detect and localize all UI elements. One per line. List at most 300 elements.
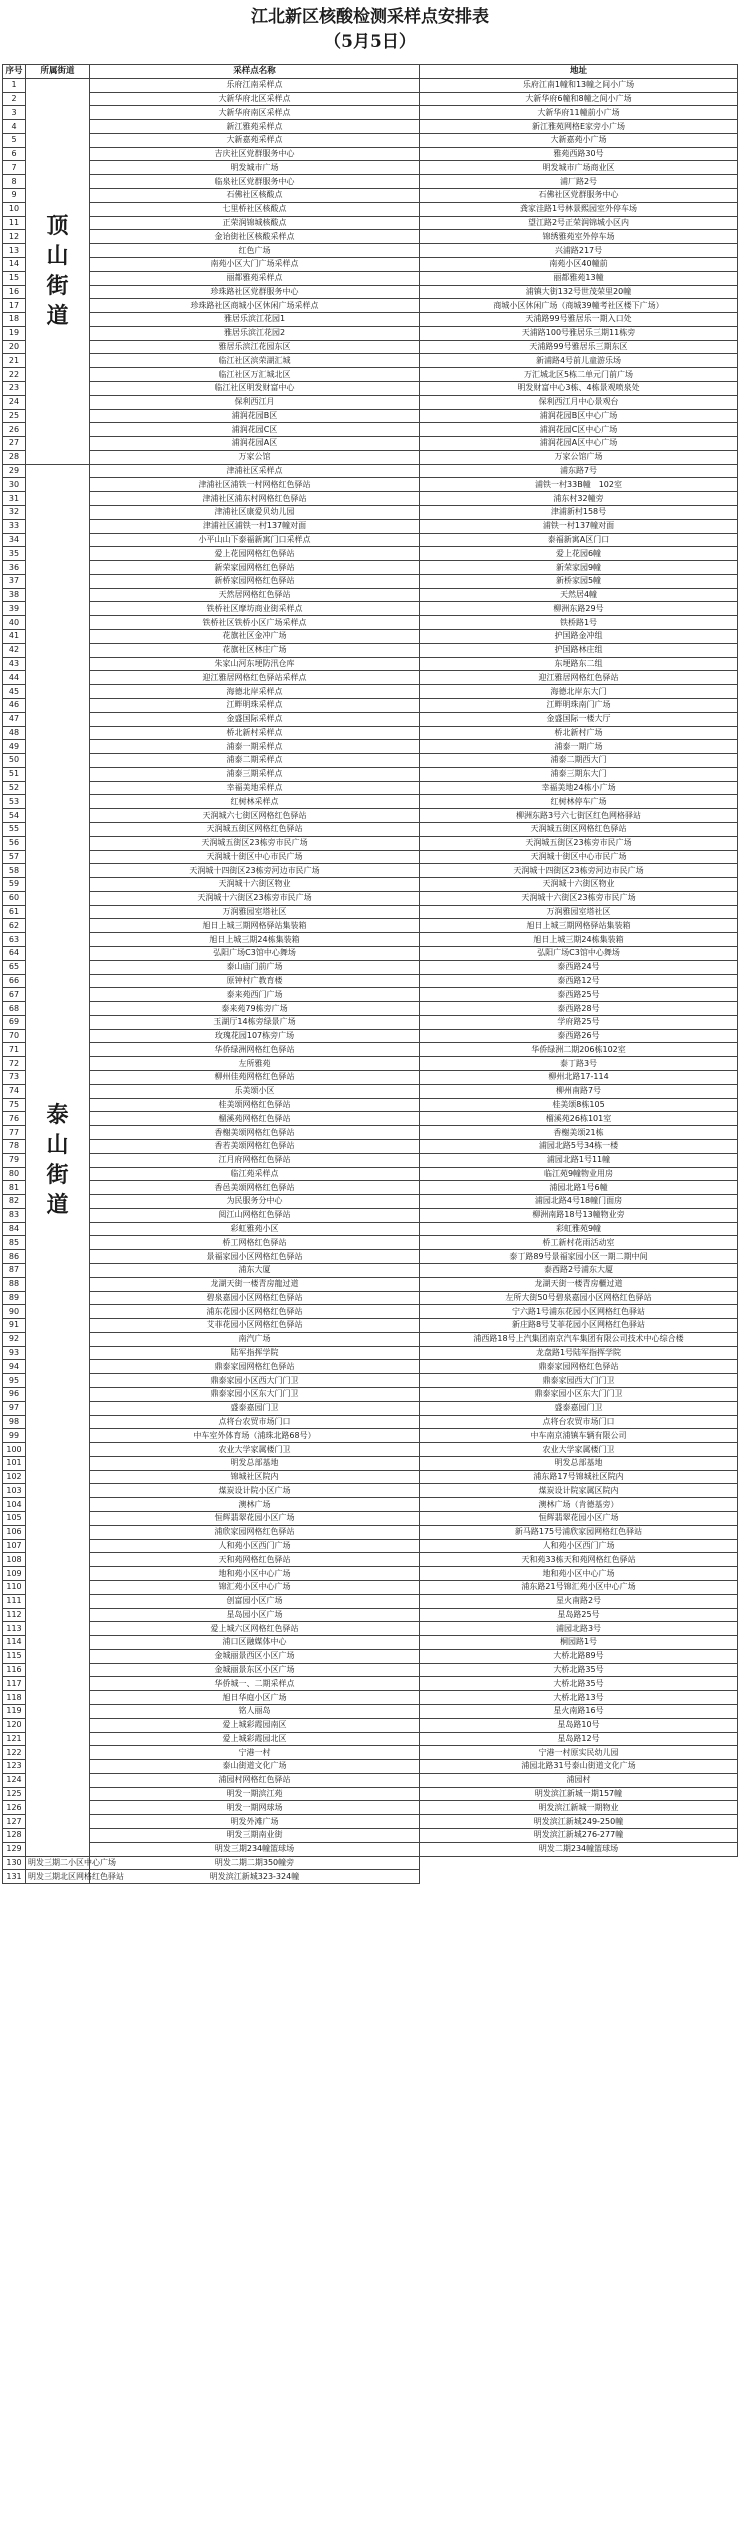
header-address: 地址: [420, 65, 738, 79]
site-name: 中车室外体育场（浦珠北路68号）: [90, 1429, 420, 1443]
table-row: [3, 1732, 738, 1746]
row-number: 56: [3, 836, 26, 850]
table-row: [3, 244, 738, 258]
row-number: 128: [3, 1829, 26, 1843]
street-name-char: 山: [46, 243, 69, 270]
row-number: 67: [3, 988, 26, 1002]
site-address: 浦园村: [420, 1773, 738, 1787]
site-name: 鼎泰家园小区东大门门卫: [90, 1388, 420, 1402]
site-address: 浦泰二期西大门: [420, 754, 738, 768]
row-number: 130: [3, 1856, 26, 1870]
table-row: [3, 1415, 738, 1429]
site-address: 爱上花园6幢: [420, 547, 738, 561]
site-address: 新荣家园9幢: [420, 561, 738, 575]
table-row: [3, 1553, 738, 1567]
row-number: 9: [3, 189, 26, 203]
site-address: 星岛路25号: [420, 1608, 738, 1622]
site-address: 明发总部基地: [420, 1456, 738, 1470]
site-name: 浦东大厦: [90, 1263, 420, 1277]
site-name: 柳州佳苑网格红色驿站: [90, 1071, 420, 1085]
site-name: 七里桥社区核酸点: [90, 202, 420, 216]
row-number: 12: [3, 230, 26, 244]
site-address: 恒辉翡翠花园小区广场: [420, 1512, 738, 1526]
row-number: 97: [3, 1401, 26, 1415]
table-row: [3, 175, 738, 189]
site-name: 浦园村网格红色驿站: [90, 1773, 420, 1787]
site-address: 望江路2号正荣润锦城小区内: [420, 216, 738, 230]
site-name: 津浦社区浦铁一村网格红色驿站: [90, 478, 420, 492]
row-number: 69: [3, 1015, 26, 1029]
street-name-char: 山: [46, 1132, 69, 1159]
table-row: [3, 1043, 738, 1057]
site-address: 海德北岸东大门: [420, 685, 738, 699]
site-name: 泰山街道文化广场: [90, 1760, 420, 1774]
site-name: 景福家园小区网格红色驿站: [90, 1250, 420, 1264]
table-row: [3, 533, 738, 547]
header-name: 采样点名称: [90, 65, 420, 79]
table-row: [3, 1704, 738, 1718]
row-number: 13: [3, 244, 26, 258]
table-row: [3, 1401, 738, 1415]
site-address: 泰西路25号: [420, 988, 738, 1002]
site-name: 新荣家园网格红色驿站: [90, 561, 420, 575]
site-name: 阅江山网格红色驿站: [90, 1208, 420, 1222]
site-address: 浦园北路31号泰山街道文化广场: [420, 1760, 738, 1774]
row-number: 111: [3, 1594, 26, 1608]
site-address: 地和苑小区中心广场: [420, 1567, 738, 1581]
table-row: [3, 1167, 738, 1181]
row-number: 107: [3, 1539, 26, 1553]
site-name: 浦东花园小区网格红色驿站: [90, 1305, 420, 1319]
site-address: 津浦新村158号: [420, 506, 738, 520]
table-row: [3, 1773, 738, 1787]
site-address: 农业大学家属楼门卫: [420, 1443, 738, 1457]
site-address: 泰西路26号: [420, 1029, 738, 1043]
site-address: 明发财富中心3栋、4栋景观喷泉处: [420, 381, 738, 395]
site-name: 明发三期234幢篮球场: [90, 1842, 420, 1856]
site-name: 盛泰嘉园门卫: [90, 1401, 420, 1415]
site-address: 浦园北路4号18幢门面房: [420, 1195, 738, 1209]
site-name: 万家公馆: [90, 450, 420, 464]
site-name: 天润城十六街区23栋旁市民广场: [90, 891, 420, 905]
row-number: 14: [3, 257, 26, 271]
site-name: 左所雅苑: [90, 1057, 420, 1071]
site-address: 幸福美地24栋小广场: [420, 781, 738, 795]
site-name: 泰山庙门前广场: [90, 960, 420, 974]
site-address: 浦泰一期广场: [420, 740, 738, 754]
table-row: [3, 437, 738, 451]
row-number: 61: [3, 905, 26, 919]
row-number: 79: [3, 1153, 26, 1167]
site-address: 浦厂路2号: [420, 175, 738, 189]
row-number: 44: [3, 671, 26, 685]
site-address: 泰西路24号: [420, 960, 738, 974]
site-address: 星火南路2号: [420, 1594, 738, 1608]
site-address: 万汇城北区5栋二单元门前广场: [420, 368, 738, 382]
row-number: 78: [3, 1139, 26, 1153]
row-number: 6: [3, 147, 26, 161]
site-name: 临江社区明发财富中心: [90, 381, 420, 395]
row-number: 70: [3, 1029, 26, 1043]
site-name: 恒辉翡翠花园小区广场: [90, 1512, 420, 1526]
site-address: 万润雅园室塔社区: [420, 905, 738, 919]
row-number: 29: [3, 464, 26, 478]
table-row: [3, 78, 738, 92]
site-name: 明发外滩广场: [90, 1815, 420, 1829]
site-address: 桐园路1号: [420, 1636, 738, 1650]
row-number: 75: [3, 1098, 26, 1112]
site-address: 星岛路12号: [420, 1732, 738, 1746]
table-row: [3, 947, 738, 961]
row-number: 48: [3, 726, 26, 740]
site-name: 华侨城一、二期采样点: [90, 1677, 420, 1691]
site-address: 明发二期二期350幢旁: [90, 1856, 420, 1870]
site-name: 临江社区万汇城北区: [90, 368, 420, 382]
site-name: 香邑美颂网格红色驿站: [90, 1181, 420, 1195]
site-address: 护国路金冲组: [420, 630, 738, 644]
table-row: [3, 919, 738, 933]
site-name: 旭日上城三期24栋集装箱: [90, 933, 420, 947]
table-row: [3, 850, 738, 864]
table-row: [3, 1456, 738, 1470]
site-name: 珍珠路社区商城小区休闲广场采样点: [90, 299, 420, 313]
header-street: 所属街道: [26, 65, 90, 79]
site-address: 大桥北路13号: [420, 1691, 738, 1705]
site-address: 乐府江南1幢和13幢之间小广场: [420, 78, 738, 92]
site-address: 护国路林庄组: [420, 643, 738, 657]
table-row: [3, 368, 738, 382]
site-name: 浦口区融媒体中心: [90, 1636, 420, 1650]
site-name: 天润城十四街区23栋旁河边市民广场: [90, 864, 420, 878]
table-row: [3, 1388, 738, 1402]
site-address: 点将台农贸市场门口: [420, 1415, 738, 1429]
site-address: 龚家洼路1号林景熙园室外停车场: [420, 202, 738, 216]
table-row: [3, 1594, 738, 1608]
site-name: 海德北岸采样点: [90, 685, 420, 699]
table-row: [3, 905, 738, 919]
row-number: 64: [3, 947, 26, 961]
site-address: 泰西路12号: [420, 974, 738, 988]
site-name: 南汽广场: [90, 1332, 420, 1346]
table-row: [3, 161, 738, 175]
table-row: [3, 685, 738, 699]
table-row: [3, 1360, 738, 1374]
site-name: 雅居乐滨江花园2: [90, 326, 420, 340]
row-number: 23: [3, 381, 26, 395]
site-name: 金城丽景东区小区广场: [90, 1663, 420, 1677]
table-row: [3, 1801, 738, 1815]
table-row: [3, 1374, 738, 1388]
row-number: 112: [3, 1608, 26, 1622]
table-row: [3, 478, 738, 492]
site-address: 学府路25号: [420, 1015, 738, 1029]
table-row: [3, 891, 738, 905]
site-address: 浦润花园A区中心广场: [420, 437, 738, 451]
table-row: [3, 1139, 738, 1153]
site-name: 浦泰一期采样点: [90, 740, 420, 754]
row-number: 99: [3, 1429, 26, 1443]
site-address: 新庄路8号艾菲花园小区网格红色驿站: [420, 1319, 738, 1333]
table-row: [3, 1057, 738, 1071]
site-name: 鼎泰家园网格红色驿站: [90, 1360, 420, 1374]
site-name: 浦润花园B区: [90, 409, 420, 423]
row-number: 26: [3, 423, 26, 437]
row-number: 7: [3, 161, 26, 175]
row-number: 72: [3, 1057, 26, 1071]
table-row: [3, 230, 738, 244]
site-address: 华侨绿洲二期206栋102室: [420, 1043, 738, 1057]
table-row: [3, 1015, 738, 1029]
site-name: 爱上城彩霞园南区: [90, 1718, 420, 1732]
site-name: 浦润花园C区: [90, 423, 420, 437]
site-name: 明发城市广场: [90, 161, 420, 175]
site-address: 浦铁一村33B幢 102室: [420, 478, 738, 492]
row-number: 65: [3, 960, 26, 974]
table-row: [3, 1512, 738, 1526]
site-address: 天浦路99号雅居乐一期入口处: [420, 313, 738, 327]
site-name: 浦欣家园网格红色驿站: [90, 1525, 420, 1539]
row-number: 60: [3, 891, 26, 905]
row-number: 84: [3, 1222, 26, 1236]
site-address: 天浦路100号雅居乐三期11栋旁: [420, 326, 738, 340]
row-number: 19: [3, 326, 26, 340]
site-address: 浦东路7号: [420, 464, 738, 478]
row-number: 120: [3, 1718, 26, 1732]
site-name: 旭日华庭小区广场: [90, 1691, 420, 1705]
table-row: [3, 257, 738, 271]
site-address: 天润城五街区网格红色驿站: [420, 822, 738, 836]
site-address: 江畔明珠南门广场: [420, 698, 738, 712]
street-name-char: 道: [46, 1192, 69, 1219]
table-row: [3, 1649, 738, 1663]
row-number: 71: [3, 1043, 26, 1057]
table-row: [3, 1071, 738, 1085]
table-row: [3, 340, 738, 354]
site-address: 天润城十四街区23栋旁河边市民广场: [420, 864, 738, 878]
site-address: 天浦路99号雅居乐三期东区: [420, 340, 738, 354]
site-address: 金盛国际一楼大厅: [420, 712, 738, 726]
table-row: [3, 1346, 738, 1360]
row-number: 87: [3, 1263, 26, 1277]
table-row: [3, 1029, 738, 1043]
page-title: 江北新区核酸检测采样点安排表: [251, 7, 489, 27]
table-row: [3, 423, 738, 437]
row-number: 116: [3, 1663, 26, 1677]
row-number: 38: [3, 588, 26, 602]
table-row: [3, 1677, 738, 1691]
table-row: [3, 1277, 738, 1291]
site-address: 天润城十街区中心市民广场: [420, 850, 738, 864]
site-address: 旭日上城三期网格驿站集装箱: [420, 919, 738, 933]
site-name: 天润城十六街区物业: [90, 878, 420, 892]
site-address: 天润城十六街区23栋旁市民广场: [420, 891, 738, 905]
table-row: [3, 643, 738, 657]
table-row: [3, 1746, 738, 1760]
row-number: 118: [3, 1691, 26, 1705]
table-row: [3, 1870, 738, 1884]
site-address: 南苑小区40幢前: [420, 257, 738, 271]
site-name: 明发总部基地: [90, 1456, 420, 1470]
table-row: [3, 698, 738, 712]
row-number: 3: [3, 106, 26, 120]
site-address: 雅苑西路30号: [420, 147, 738, 161]
site-address: 迎江雅居网格红色驿站: [420, 671, 738, 685]
row-number: 105: [3, 1512, 26, 1526]
site-name: 大新华府北区采样点: [90, 92, 420, 106]
site-name: 桥工网格红色驿站: [90, 1236, 420, 1250]
site-name: 彩虹雅苑小区: [90, 1222, 420, 1236]
site-address: 明发滨江新城276-277幢: [420, 1829, 738, 1843]
row-number: 8: [3, 175, 26, 189]
row-number: 35: [3, 547, 26, 561]
site-address: 大新嘉苑小广场: [420, 133, 738, 147]
site-name: 农业大学家属楼门卫: [90, 1443, 420, 1457]
site-address: 明发滨江新城249-250幢: [420, 1815, 738, 1829]
table-row: [3, 933, 738, 947]
row-number: 85: [3, 1236, 26, 1250]
row-number: 66: [3, 974, 26, 988]
site-name: 爱上城彩霞园北区: [90, 1732, 420, 1746]
row-number: 22: [3, 368, 26, 382]
table-row: [3, 381, 738, 395]
table-row: [3, 1718, 738, 1732]
table-row: [3, 588, 738, 602]
site-address: 星火南路16号: [420, 1704, 738, 1718]
row-number: 129: [3, 1842, 26, 1856]
site-address: 柳洲东路3号六七街区红色网格驿站: [420, 809, 738, 823]
site-address: 宁六路1号浦东花园小区网格红色驿站: [420, 1305, 738, 1319]
site-name: 大新华府南区采样点: [90, 106, 420, 120]
site-address: 香榭美颂21栋: [420, 1126, 738, 1140]
street-name-char: 顶: [46, 213, 69, 240]
site-name: 乐府江南采样点: [90, 78, 420, 92]
table-row: [3, 1622, 738, 1636]
site-address: 龙湖天街一楼青房櫃过道: [420, 1277, 738, 1291]
table-row: [3, 1539, 738, 1553]
table-row: [3, 1319, 738, 1333]
table-row: [3, 1332, 738, 1346]
row-number: 98: [3, 1415, 26, 1429]
site-address: 浦东村32幢旁: [420, 492, 738, 506]
site-name: 金城丽景西区小区广场: [90, 1649, 420, 1663]
site-address: 中车南京浦镇车辆有限公司: [420, 1429, 738, 1443]
row-number: 31: [3, 492, 26, 506]
site-name: 华侨绿洲网格红色驿站: [90, 1043, 420, 1057]
row-number: 115: [3, 1649, 26, 1663]
table-row: [3, 106, 738, 120]
table-row: [3, 464, 738, 478]
table-row: [3, 630, 738, 644]
site-name: 江月府网格红色驿站: [90, 1153, 420, 1167]
site-address: 浦园北路3号: [420, 1622, 738, 1636]
table-row: [3, 1126, 738, 1140]
table-row: [3, 1580, 738, 1594]
table-row: [3, 1567, 738, 1581]
site-name: 临江社区滨荣湖汇城: [90, 354, 420, 368]
row-number: 30: [3, 478, 26, 492]
table-row: [3, 120, 738, 134]
site-address: 鼎泰家园网格红色驿站: [420, 1360, 738, 1374]
table-row: [3, 1291, 738, 1305]
site-name: 明发一期网球场: [90, 1801, 420, 1815]
row-number: 62: [3, 919, 26, 933]
site-address: 大桥北路35号: [420, 1663, 738, 1677]
table-row: [3, 1250, 738, 1264]
table-row: [3, 671, 738, 685]
row-number: 127: [3, 1815, 26, 1829]
table-row: [3, 326, 738, 340]
site-name: 天润城五街区23栋旁市民广场: [90, 836, 420, 850]
site-name: 龙湖天街一楼青房龍过道: [90, 1277, 420, 1291]
site-address: 煤炭设计院家属区院内: [420, 1484, 738, 1498]
site-address: 浦润花园B区中心广场: [420, 409, 738, 423]
sampling-points-table: [2, 64, 738, 1884]
site-name: 玉湖厅14栋旁绿景广场: [90, 1015, 420, 1029]
site-name: 泰来苑西门广场: [90, 988, 420, 1002]
site-address: 星岛路10号: [420, 1718, 738, 1732]
site-address: 商城小区休闲广场（商城39幢考社区楼下广场）: [420, 299, 738, 313]
site-name: 临泉社区党群服务中心: [90, 175, 420, 189]
row-number: 110: [3, 1580, 26, 1594]
site-name: 点将台农贸市场门口: [90, 1415, 420, 1429]
site-name: 明发三期二小区中心广场: [26, 1856, 90, 1870]
table-row: [3, 878, 738, 892]
table-row: [3, 450, 738, 464]
table-row: [3, 767, 738, 781]
row-number: 40: [3, 616, 26, 630]
table-row: [3, 395, 738, 409]
site-name: 金盛国际采样点: [90, 712, 420, 726]
row-number: 46: [3, 698, 26, 712]
table-row: [3, 547, 738, 561]
site-name: 天润城五街区网格红色驿站: [90, 822, 420, 836]
table-row: [3, 506, 738, 520]
row-number: 81: [3, 1181, 26, 1195]
row-number: 94: [3, 1360, 26, 1374]
table-row: [3, 202, 738, 216]
site-address: 兴浦路217号: [420, 244, 738, 258]
row-number: 124: [3, 1773, 26, 1787]
site-address: 宁港一村原实民幼儿园: [420, 1746, 738, 1760]
table-row: [3, 1636, 738, 1650]
table-row: [3, 795, 738, 809]
table-row: [3, 740, 738, 754]
table-row: [3, 492, 738, 506]
row-number: 109: [3, 1567, 26, 1581]
site-address: 榴溪苑26栋101室: [420, 1112, 738, 1126]
table-row: [3, 92, 738, 106]
table-row: [3, 1429, 738, 1443]
table-row: [3, 1195, 738, 1209]
table-row: [3, 409, 738, 423]
site-address: 弘阳广场C3馆中心舞场: [420, 947, 738, 961]
site-address: 新桥家园5幢: [420, 574, 738, 588]
site-name: 天然居网格红色驿站: [90, 588, 420, 602]
row-number: 114: [3, 1636, 26, 1650]
street-name-char: 道: [46, 303, 69, 330]
row-number: 92: [3, 1332, 26, 1346]
site-address: 明发二期234幢篮球场: [420, 1842, 738, 1856]
table-row: [3, 960, 738, 974]
site-address: 浦西路18号上汽集团南京汽车集团有限公司技术中心综合楼: [420, 1332, 738, 1346]
table-row: [3, 1263, 738, 1277]
row-number: 106: [3, 1525, 26, 1539]
site-name: 鼎泰家园小区西大门门卫: [90, 1374, 420, 1388]
site-address: 浦东路17号锦城社区院内: [420, 1470, 738, 1484]
table-row: [3, 1829, 738, 1843]
site-name: 星岛园小区广场: [90, 1608, 420, 1622]
table-row: [3, 1222, 738, 1236]
